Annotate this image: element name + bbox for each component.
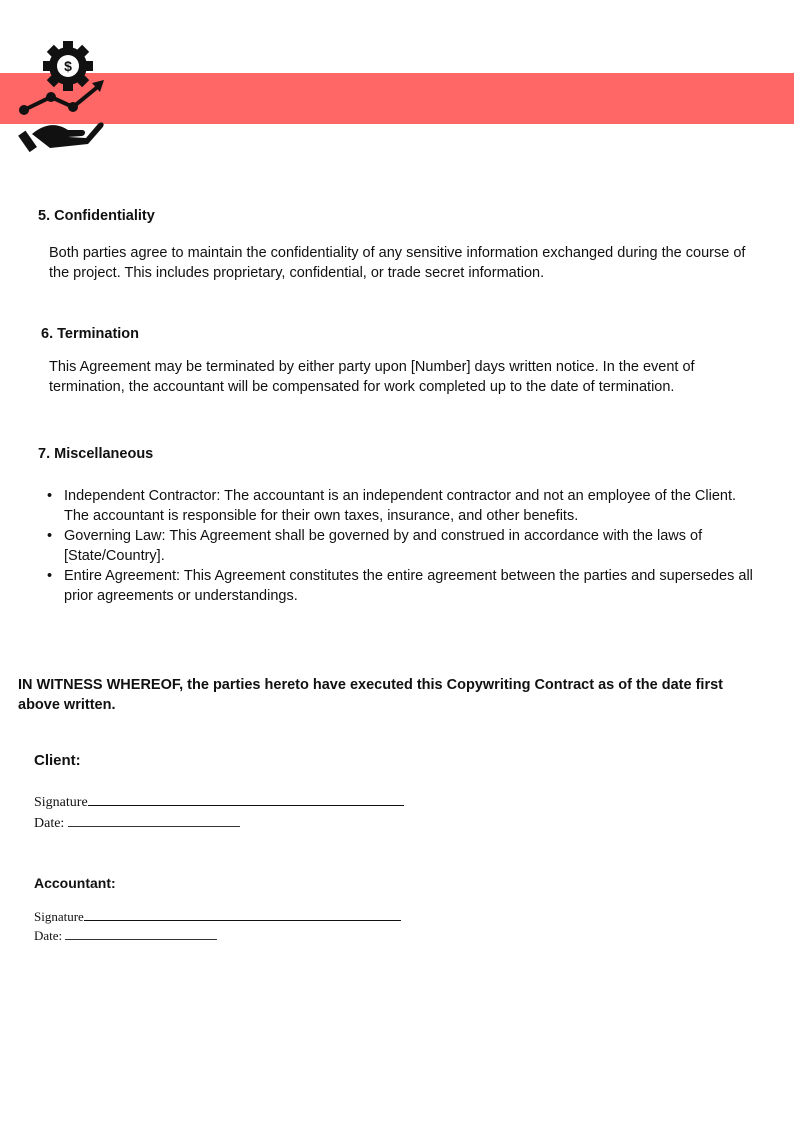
- section-title-termination: 6. Termination: [41, 326, 140, 342]
- client-signature-label: Signature: [34, 795, 88, 810]
- accountant-signature-line[interactable]: [84, 920, 401, 921]
- section-title-miscellaneous: 7. Miscellaneous: [38, 446, 154, 462]
- list-item: • Governing Law: This Agreement shall be governed by and construed in accordance with the laws of [State/Country].: [48, 526, 753, 566]
- svg-text:$: $: [64, 58, 72, 74]
- client-signature-line[interactable]: [88, 805, 404, 806]
- client-date-line[interactable]: [68, 826, 240, 827]
- section-body-termination: This Agreement may be terminated by either party upon [Number] days written notice. In the event of termination, the accountant will be compensated for work completed up to the date of termination.: [49, 359, 695, 395]
- client-date-label: Date:: [34, 816, 65, 831]
- accountant-signature-row: [34, 909, 401, 925]
- accountant-signature-label: Signature: [34, 909, 84, 924]
- accountant-date-label: Date:: [34, 928, 63, 943]
- list-item: • Entire Agreement: This Agreement constitutes the entire agreement between the parties and supersedes all prior agreements or understandings.: [48, 566, 753, 606]
- client-date-row: [34, 816, 240, 832]
- miscellaneous-list: [48, 486, 753, 606]
- accountant-date-line[interactable]: [65, 939, 217, 940]
- header-banner: [0, 73, 794, 124]
- client-label: Client:: [34, 752, 81, 769]
- section-body-confidentiality: Both parties agree to maintain the confidentiality of any sensitive information exchanged during the course of the project. This includes proprietary, confidential, or trade secret information.: [49, 245, 746, 281]
- witness-statement: IN WITNESS WHEREOF, the parties hereto have executed this Copywriting Contract as of the date first above written.: [18, 677, 723, 713]
- finance-growth-logo-icon: [16, 40, 108, 154]
- accountant-label: Accountant:: [34, 875, 116, 891]
- section-title-confidentiality: 5. Confidentiality: [38, 208, 155, 224]
- accountant-date-row: [34, 928, 217, 944]
- client-signature-row: [34, 795, 404, 811]
- list-item: • Independent Contractor: The accountant is an independent contractor and not an employee of the Client. The accountant is responsible for their own taxes, insurance, and other benefits.: [48, 486, 753, 526]
